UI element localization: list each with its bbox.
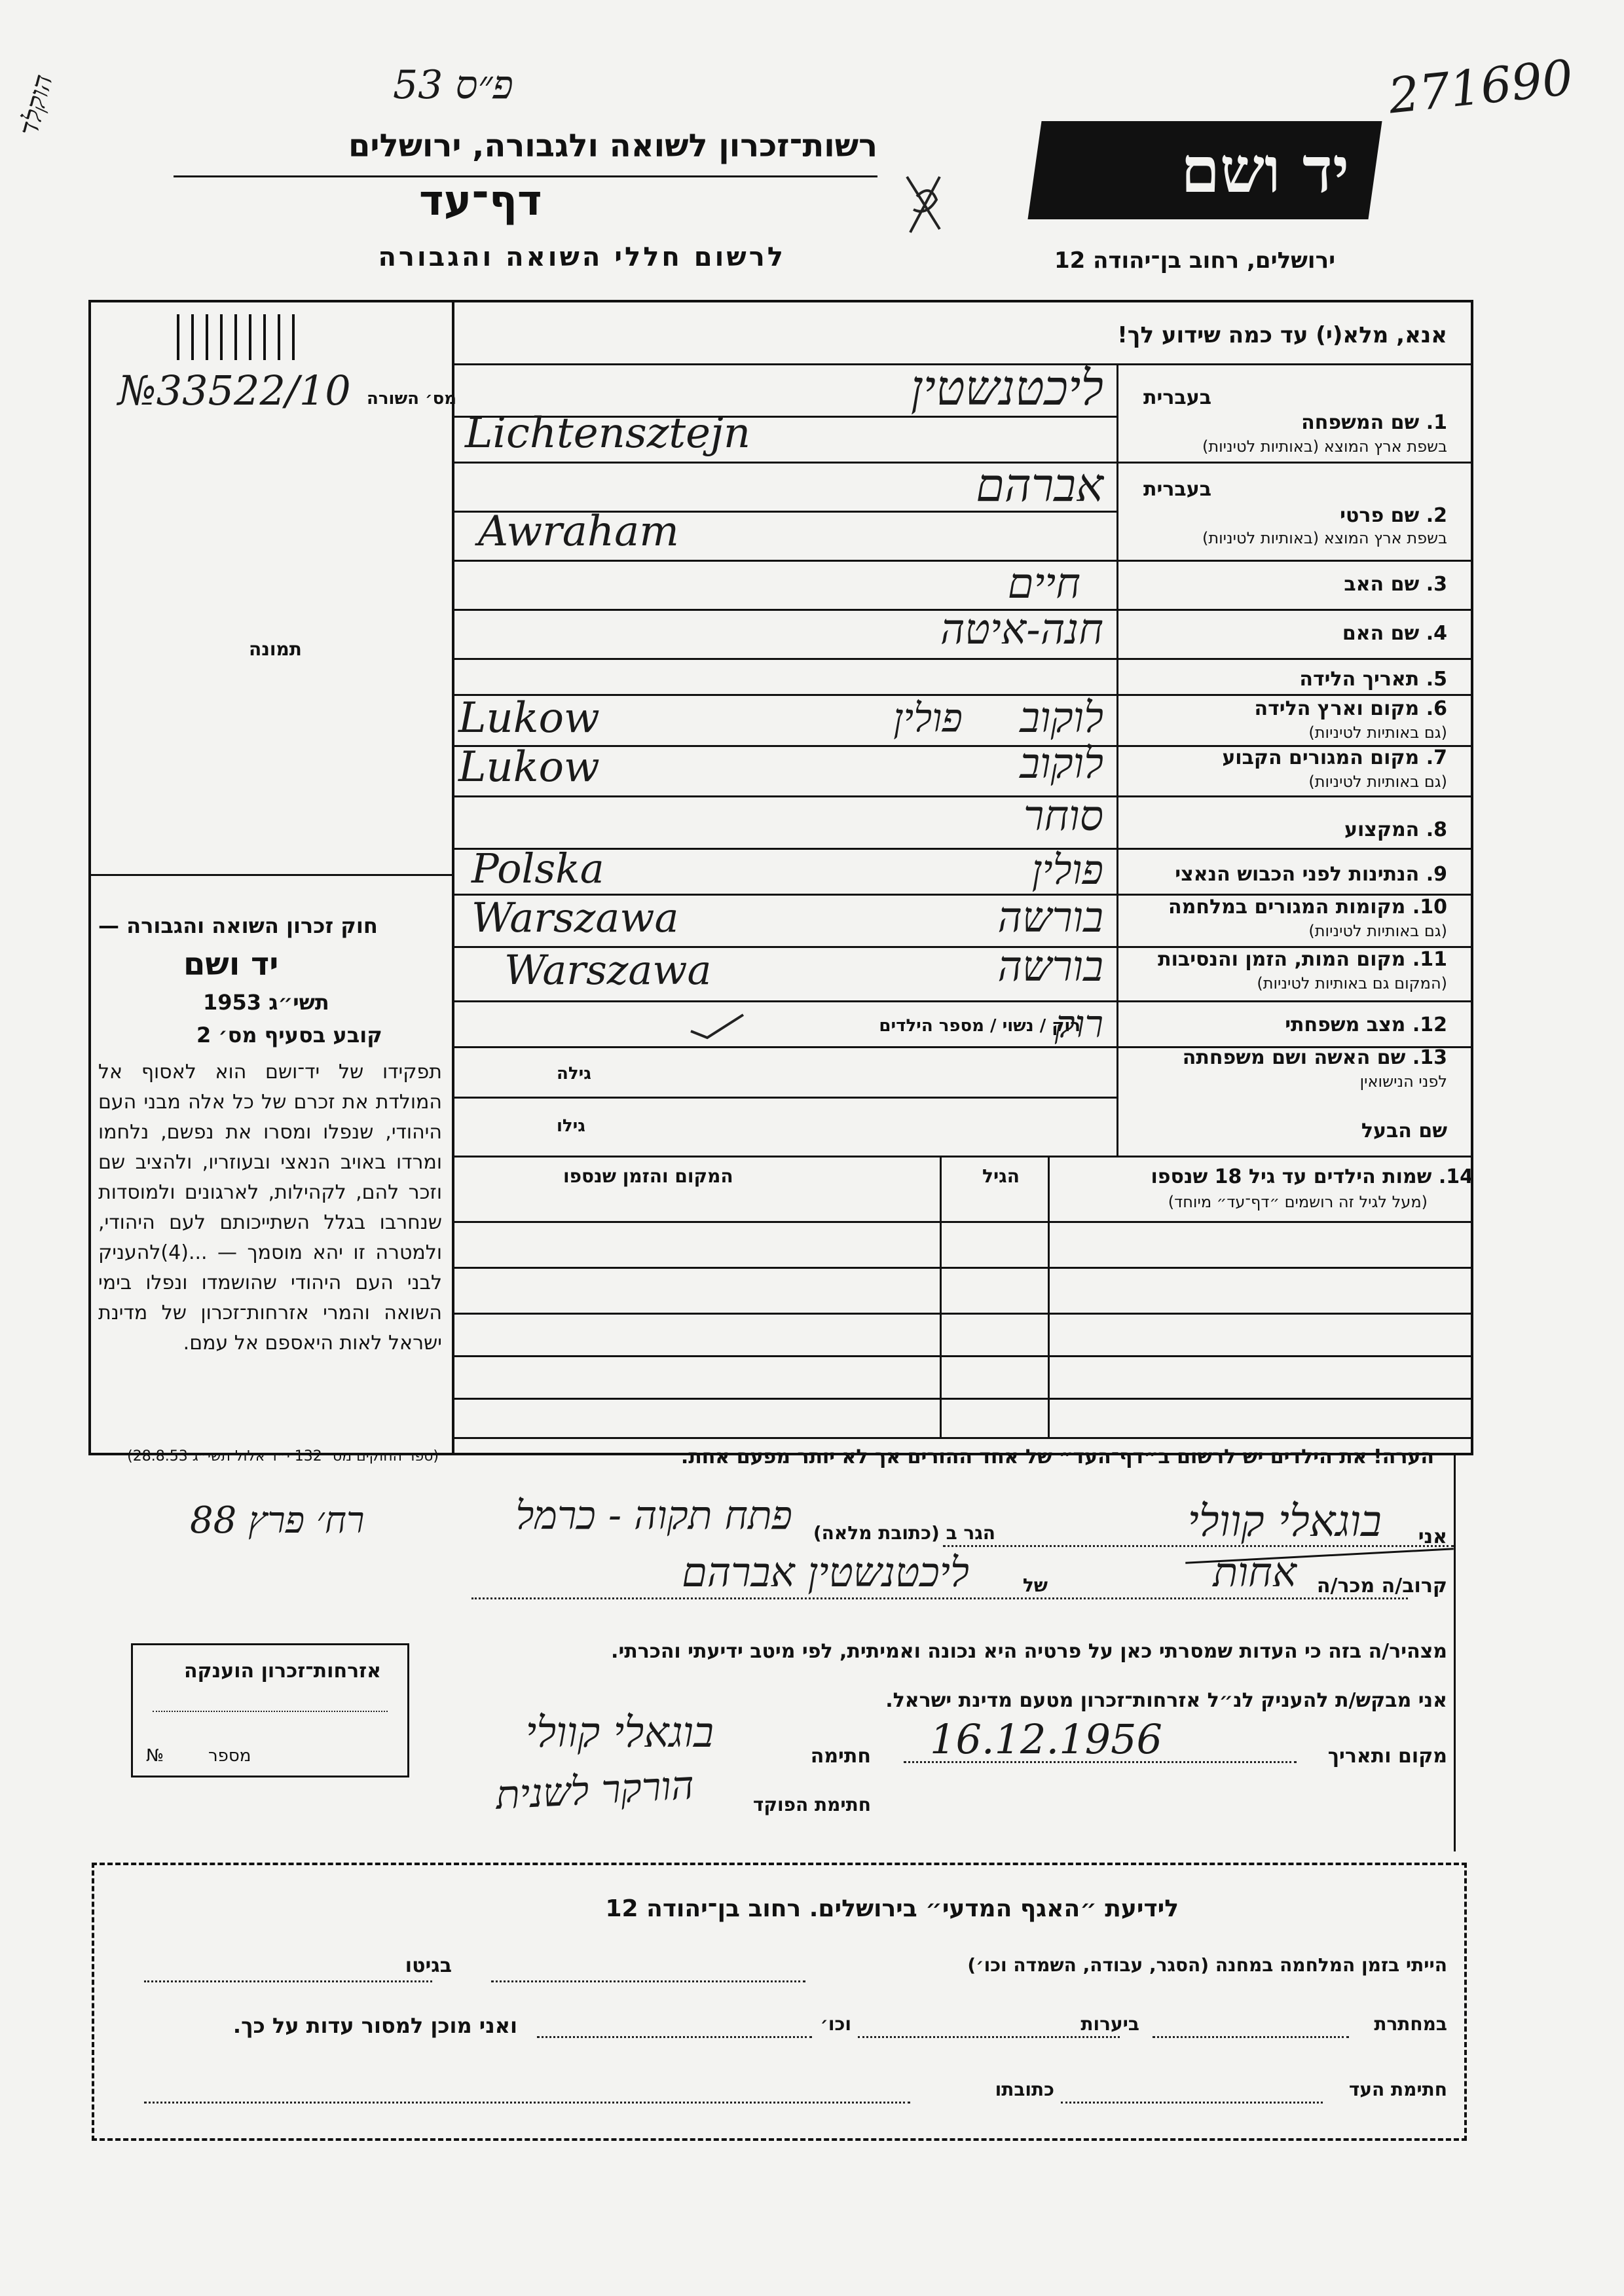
archive-number-label: מס׳ השורה bbox=[367, 389, 457, 409]
law-source: (ספר החוקים מס׳ 132 י״ד אלול תשי״ג 28.8.53) bbox=[127, 1448, 439, 1465]
field-11-value-lat: Warszawa bbox=[504, 946, 712, 994]
field-6-value-lat: Lukow bbox=[458, 694, 600, 742]
citizenship-box bbox=[131, 1643, 409, 1777]
form-title: דף־עד bbox=[419, 177, 542, 225]
field-2-value-lat: Awraham bbox=[478, 507, 679, 556]
husband-age-label: גילו bbox=[557, 1116, 585, 1136]
crossed-mark-icon bbox=[900, 170, 953, 236]
field-9-value-he: פולין bbox=[1031, 846, 1103, 894]
archive-ticks bbox=[124, 314, 295, 360]
corner-number: 271690 bbox=[1386, 49, 1576, 125]
signature-label: חתימה bbox=[810, 1745, 871, 1768]
declarant-resides-label: הגר ב (כתובת מלאה) bbox=[813, 1522, 995, 1544]
form-subtitle: לרשום חללי השואה והגבורה bbox=[378, 242, 786, 272]
children-col-place: המקום והזמן שנספו bbox=[563, 1165, 733, 1187]
field-10-value-he: בורשה bbox=[997, 894, 1103, 942]
margin-note: הוקלד bbox=[13, 71, 59, 139]
footer-line1-b: בגיטו bbox=[405, 1954, 452, 1977]
field-10-sublabel: (גם באותיות לטיניות) bbox=[1308, 922, 1447, 940]
field-12-value: רוק bbox=[1054, 1002, 1103, 1046]
field-11-value-he: בורשה bbox=[997, 943, 1103, 991]
field-3-label: 3. שם האב bbox=[1344, 573, 1447, 596]
field-2-value-he: אברהם bbox=[976, 458, 1103, 512]
place-date-label: מקום ותאריך bbox=[1327, 1745, 1447, 1768]
footer-line2-b: ביערות bbox=[1080, 2013, 1139, 2035]
law-title: חוק זכרון השואה והגבורה — bbox=[98, 913, 378, 938]
field-11-label: 11. מקום המות, הזמן והנסיבות bbox=[1158, 948, 1447, 971]
field-1-value-lat: Lichtensztejn bbox=[465, 409, 751, 458]
declarant-address-extra: רח׳ פרץ 88 bbox=[190, 1499, 365, 1542]
law-year: תשי״ג 1953 bbox=[203, 990, 329, 1015]
footer-line2-a: במחתרת bbox=[1374, 2013, 1447, 2035]
form-intro: אנא, מלא(י) עד כמה שידוע לך! bbox=[1117, 322, 1447, 348]
field-12-options: רוק / נשוי / מספר הילדים bbox=[879, 1016, 1080, 1036]
top-note: פ״ס 53 bbox=[393, 62, 513, 108]
children-sublabel: (מעל לגיל זה רושמים ״דף־עד״ מיוחד) bbox=[1168, 1193, 1428, 1211]
declaration-date: 16.12.1956 bbox=[930, 1715, 1162, 1763]
field-2-label: 2. שם פרטי bbox=[1340, 504, 1447, 527]
note-label: הערה! bbox=[1373, 1446, 1434, 1468]
field-7-label: 7. מקום המגורים הקבוע bbox=[1222, 746, 1447, 769]
field-1-sublabel: בשפת ארץ המוצא (באותיות לטיניות) bbox=[1202, 437, 1447, 456]
field-6-value-country: פולין bbox=[893, 695, 963, 741]
field-10-label: 10. מקומות המגורים במלחמה bbox=[1168, 896, 1447, 919]
request-text: אני מבקש/ת להעניק לנ״ל אזרחות־זכרון מטעם מדינת ישראל. bbox=[885, 1689, 1447, 1712]
law-section: קובע בסעיף מס׳ 2 bbox=[196, 1023, 382, 1048]
field-10-value-lat: Warszawa bbox=[471, 894, 679, 941]
field-5-label: 5. תאריך הלידה bbox=[1299, 668, 1447, 691]
field-11-sublabel: (המקום גם באותיות לטיניות) bbox=[1257, 974, 1447, 993]
note-text: את הילדים יש לרשום ב״דף־העד״ של אחד ההורים אך לא יותר מפעם אחת. bbox=[680, 1446, 1367, 1468]
footer-line2-c: וכו׳ bbox=[820, 2013, 851, 2035]
field-1-label: 1. שם המשפחה bbox=[1301, 411, 1447, 434]
logo-text: יד ושם bbox=[1180, 133, 1350, 207]
husband-label: שם הבעל bbox=[1361, 1120, 1447, 1142]
citizenship-number-sign: № bbox=[146, 1746, 164, 1766]
law-text: תפקידו של יד־ושם הוא לאסוף אל המולדת את זכרם של כל אלה מבני העם היהודי, שנפלו ומסרו את נפשם, נלחמו ומרדו באויב הנאצי ובעוזריו, ולהציב שם וזכר להם, לקהילות, לארגונים ולמוסדות שנחרבו בגלל השתייכותם לעם היהודי, ולמטרה זו יהא מוסמך — ...(4)להעניק לבני העם היהודי שהושמדו ונפלו בימי השואה והמרי אזרחות־זכרון של מדינת ישראל לאות היאספם אל עמם. bbox=[98, 1061, 442, 1355]
footer-line3-b: כתובתו bbox=[995, 2079, 1054, 2100]
field-13-label: 13. שם האשה ושם משפחתה bbox=[1182, 1046, 1447, 1069]
citizenship-number-label: מספר bbox=[208, 1746, 251, 1766]
field-9-value-lat: Polska bbox=[471, 845, 604, 892]
field-6-label: 6. מקום וארץ הלידה bbox=[1254, 697, 1447, 720]
field-13-sublabel: לפני הנישואין bbox=[1359, 1072, 1447, 1091]
field-6-sublabel: (גם באותיות לטיניות) bbox=[1308, 723, 1447, 742]
field-13-age-label: גילה bbox=[557, 1064, 591, 1084]
yad-vashem-logo bbox=[1027, 121, 1382, 219]
check-mark-icon bbox=[688, 1008, 747, 1041]
field-12-label: 12. מצב משפחתי bbox=[1285, 1013, 1447, 1036]
relation-value: אחות bbox=[1213, 1548, 1297, 1596]
field-4-value: חנה-איטה bbox=[940, 606, 1103, 654]
field-6-value-he: לוקוב bbox=[1020, 694, 1103, 742]
field-1-lang: בעברית bbox=[1143, 386, 1211, 409]
law-name: יד ושם bbox=[183, 946, 279, 983]
photo-label: תמונה bbox=[249, 638, 302, 660]
footer-line1-a: הייתי בזמן המלחמה במחנה (הסגר, עבודה, השמדה וכו׳) bbox=[967, 1954, 1447, 1976]
official-signature-label: חתימת הפוקד bbox=[752, 1794, 871, 1815]
relation-label: קרוב/ה מכר/ה bbox=[1316, 1575, 1447, 1597]
declarant-address: פתח תקוה - כרמל bbox=[515, 1493, 792, 1539]
relative-of: ליכטנשטין אברהם bbox=[682, 1548, 969, 1596]
field-2-lang: בעברית bbox=[1143, 478, 1211, 501]
children-col-age: הגיל bbox=[982, 1165, 1020, 1187]
archive-number: №33522/10 bbox=[118, 367, 351, 414]
field-3-value: חיים bbox=[1007, 560, 1080, 608]
footer-heading: לידיעת ״האגף המדעי״ בירושלים. רחוב בן־יהודה 12 bbox=[605, 1895, 1179, 1922]
field-7-value-he: לוקוב bbox=[1020, 740, 1103, 788]
declarant-name: בוגאלי קוולי bbox=[1187, 1496, 1382, 1546]
field-9-label: 9. הנתינות לפני הכבוש הנאצי bbox=[1175, 863, 1447, 886]
authority-name: רשות־זכרון לשואה ולגבורה, ירושלים bbox=[348, 128, 877, 164]
header-address: ירושלים, רחוב בן־יהודה 12 bbox=[1054, 247, 1336, 274]
citizenship-title: אזרחות־זכרון הוענקה bbox=[183, 1660, 381, 1683]
field-2-sublabel: בשפת ארץ המוצא (באותיות לטיניות) bbox=[1202, 529, 1447, 547]
field-7-sublabel: (גם באותיות לטיניות) bbox=[1308, 773, 1447, 791]
official-signature: הורקר לשנית bbox=[494, 1762, 695, 1819]
declarant-i-label: אני bbox=[1418, 1525, 1447, 1548]
footer-line2-d: ואני מוכן למסור עדות על כך. bbox=[232, 2013, 517, 2038]
declarant-signature: בוגאלי קוולי bbox=[525, 1709, 714, 1757]
field-1-value-he: ליכטנשטין bbox=[910, 360, 1103, 416]
children-label: 14. שמות הילדים עד גיל 18 שנספו bbox=[1151, 1165, 1473, 1188]
field-8-value: סוחר bbox=[1023, 792, 1103, 841]
note-line bbox=[681, 1446, 1434, 1468]
relation-of-label: של bbox=[1022, 1575, 1048, 1596]
field-8-label: 8. המקצוע bbox=[1344, 818, 1447, 841]
field-7-value-lat: Lukow bbox=[458, 743, 600, 792]
footer-line3-a: חתימת העד bbox=[1348, 2079, 1447, 2100]
declaration-text: מצהיר/ה בזה כי העדות שמסרתי כאן על פרטיה היא נכונה ואמיתית, לפי מיטב ידיעתי והכרתי. bbox=[611, 1640, 1447, 1663]
field-4-label: 4. שם האם bbox=[1342, 622, 1447, 645]
